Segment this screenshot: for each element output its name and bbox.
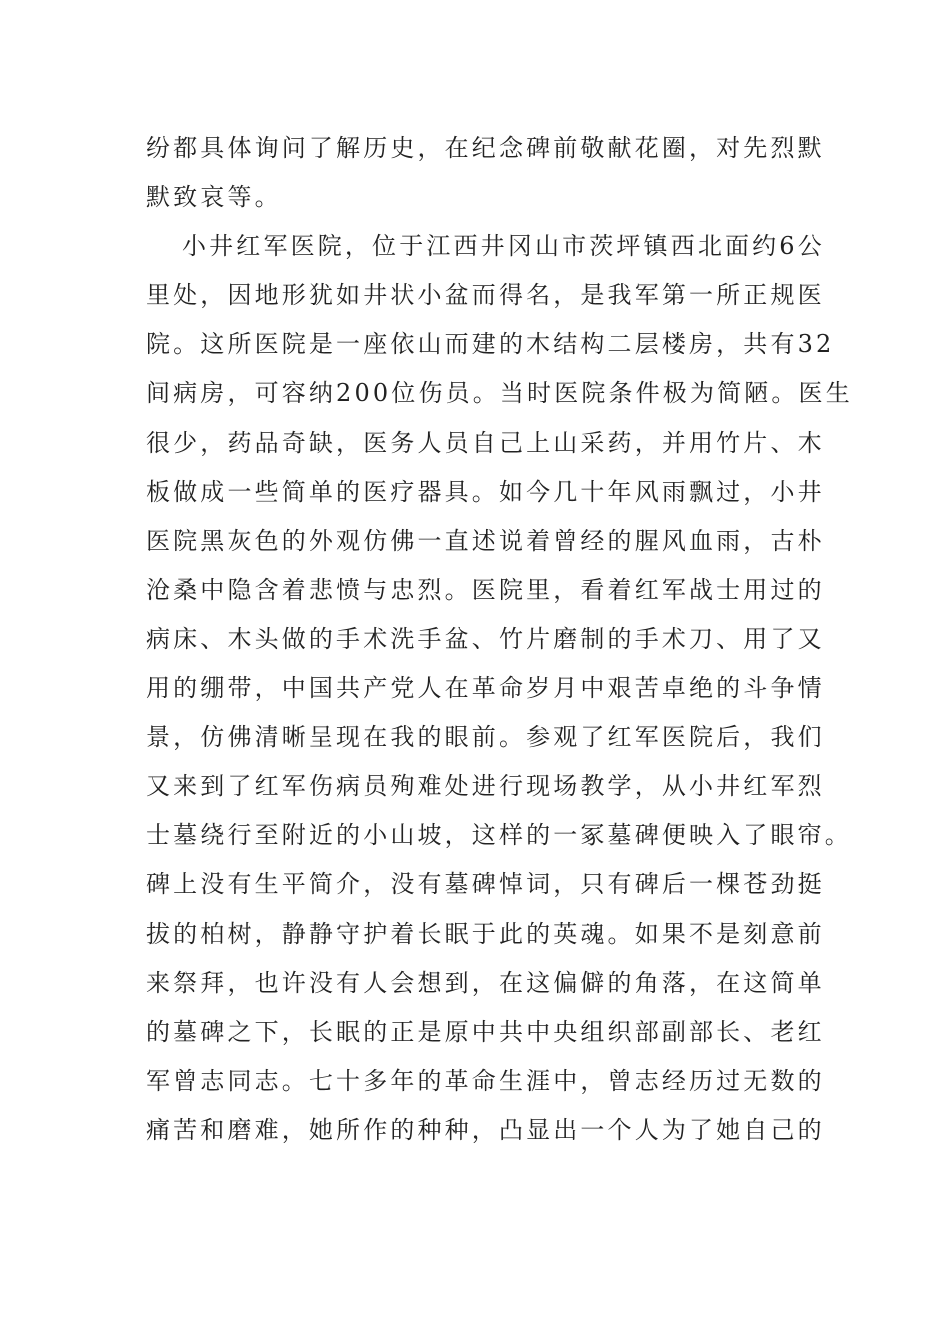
text-line: 里处，因地形犹如井状小盆而得名，是我军第一所正规医 bbox=[146, 281, 825, 310]
text-line: 用的绷带，中国共产党人在革命岁月中艰苦卓绝的斗争情 bbox=[146, 674, 825, 703]
body-text bbox=[146, 124, 853, 1155]
text-line: 纷都具体询问了解历史，在纪念碑前敬献花圈，对先烈默 bbox=[146, 134, 825, 162]
text-line: 默致哀等。 bbox=[146, 183, 282, 212]
text-line: 间病房，可容纳200位伤员。当时医院条件极为简陋。医生 bbox=[146, 379, 853, 408]
text-line: 痛苦和磨难，她所作的种种，凸显出一个人为了她自己的 bbox=[146, 1115, 825, 1144]
text-line: 院。这所医院是一座依山而建的木结构二层楼房，共有32 bbox=[146, 330, 835, 359]
text-line: 军曾志同志。七十多年的革命生涯中，曾志经历过无数的 bbox=[146, 1066, 825, 1095]
text-line: 又来到了红军伤病员殉难处进行现场教学，从小井红军烈 bbox=[146, 772, 825, 801]
text-line: 病床、木头做的手术洗手盆、竹片磨制的手术刀、用了又 bbox=[146, 624, 825, 653]
paragraph-first-line: 小井红军医院，位于江西井冈山市茨坪镇西北面约6公 bbox=[182, 232, 825, 261]
text-line: 板做成一些简单的医疗器具。如今几十年风雨飘过，小井 bbox=[146, 477, 825, 506]
text-line: 拔的柏树，静静守护着长眠于此的英魂。如果不是刻意前 bbox=[146, 919, 825, 948]
text-line: 景，仿佛清晰呈现在我的眼前。参观了红军医院后，我们 bbox=[146, 723, 825, 752]
text-line: 的墓碑之下，长眠的正是原中共中央组织部副部长、老红 bbox=[146, 1017, 825, 1046]
text-line: 医院黑灰色的外观仿佛一直述说着曾经的腥风血雨，古朴 bbox=[146, 526, 825, 555]
text-line: 士墓绕行至附近的小山坡，这样的一冢墓碑便映入了眼帘。 bbox=[146, 821, 852, 850]
text-line: 很少，药品奇缺，医务人员自己上山采药，并用竹片、木 bbox=[146, 428, 825, 457]
text-line: 来祭拜，也许没有人会想到，在这偏僻的角落，在这简单 bbox=[146, 968, 825, 997]
text-line: 沧桑中隐含着悲愤与忠烈。医院里，看着红军战士用过的 bbox=[146, 575, 825, 604]
text-line: 碑上没有生平简介，没有墓碑悼词，只有碑后一棵苍劲挺 bbox=[146, 870, 825, 899]
